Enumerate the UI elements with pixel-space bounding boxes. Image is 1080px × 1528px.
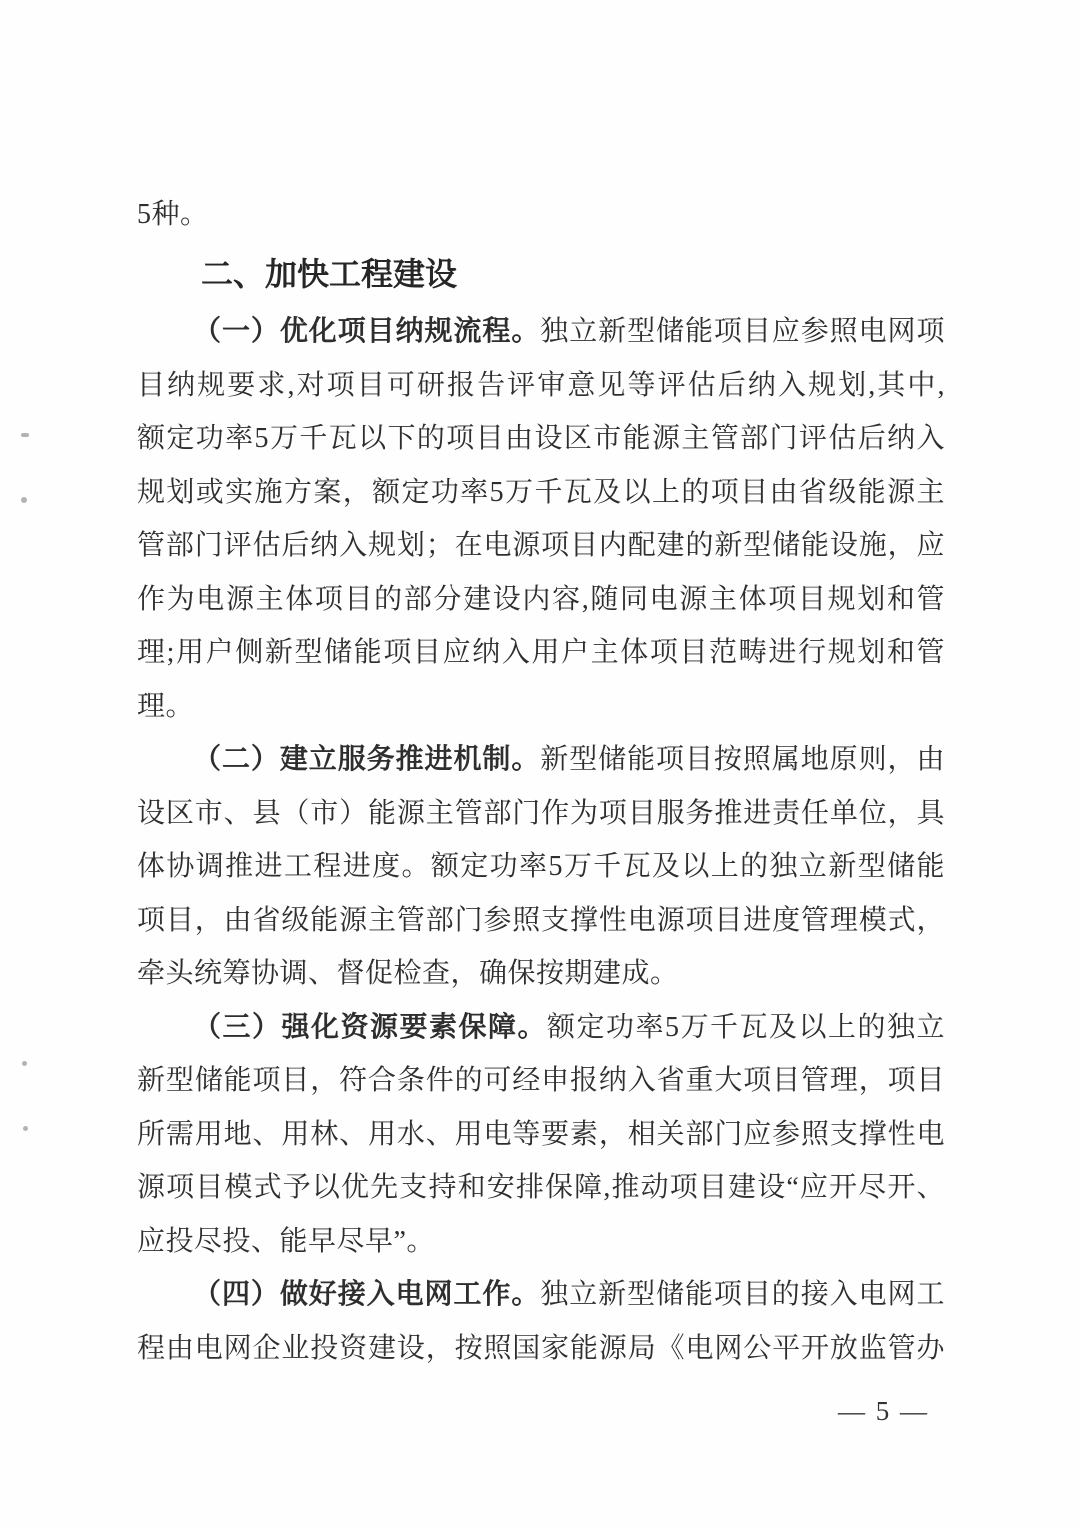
paragraph-2-lead: （二）建立服务推进机制。 [193, 744, 541, 775]
paragraph-3-line-3: 所需用地、用林、用水、用电等要素，相关部门应参照支撑性电 [137, 1118, 945, 1150]
paragraph-1-line-2: 目纳规要求,对项目可研报告评审意见等评估后纳入规划,其中, [137, 369, 945, 401]
paragraph-1-first-line-text: 独立新型储能项目应参照电网项 [540, 316, 945, 347]
paragraph-3-line-4: 源项目模式予以优先支持和安排保障,推动项目建设“应开尽开、 [137, 1172, 945, 1203]
paragraph-1-line-8: 理。 [137, 690, 195, 722]
paragraph-3-line-1 [137, 1001, 945, 1055]
scan-artifact [23, 1126, 28, 1131]
document-text-block [137, 188, 945, 1375]
paragraph-4-lead: （四）做好接入电网工作。 [193, 1279, 541, 1310]
paragraph-1-line-1 [137, 305, 945, 359]
scan-artifact [21, 497, 27, 503]
paragraph-1-line-3: 额定功率5万千瓦以下的项目由设区市能源主管部门评估后纳入 [137, 423, 945, 454]
paragraph-3-lead: （三）强化资源要素保障。 [193, 1011, 547, 1043]
paragraph-2-first-line-text: 新型储能项目按照属地原则，由 [540, 744, 945, 775]
paragraph-3-line-2: 新型储能项目，符合条件的可经申报纳入省重大项目管理，项目 [137, 1065, 945, 1096]
scan-artifact [21, 433, 29, 437]
paragraph-4-line-1 [137, 1268, 945, 1322]
paragraph-2-line-2: 设区市、县（市）能源主管部门作为项目服务推进责任单位，具 [137, 797, 945, 829]
paragraph-1-line-5: 管部门评估后纳入规划；在电源项目内配建的新型储能设施，应 [137, 530, 945, 561]
paragraph-3-first-line-text: 额定功率5万千瓦及以上的独立 [547, 1011, 945, 1043]
paragraph-1-line-6: 作为电源主体项目的部分建设内容,随同电源主体项目规划和管 [137, 583, 945, 615]
paragraph-4-first-line-text: 独立新型储能项目的接入电网工 [540, 1279, 945, 1310]
paragraph-2-line-5: 牵头统筹协调、督促检查，确保按期建成。 [137, 958, 679, 989]
paragraph-1-lead: （一）优化项目纳规流程。 [193, 316, 541, 347]
paragraph-2-line-4: 项目，由省级能源主管部门参照支撑性电源项目进度管理模式， [137, 904, 945, 936]
section-heading: 二、加快工程建设 [201, 255, 458, 292]
paragraph-1-line-4: 规划或实施方案，额定功率5万千瓦及以上的项目由省级能源主 [137, 476, 945, 508]
paragraph-1-line-7: 理;用户侧新型储能项目应纳入用户主体项目范畴进行规划和管 [137, 637, 945, 668]
paragraph-3-line-5: 应投尽投、能早尽早”。 [137, 1225, 435, 1257]
paragraph-2-line-1 [137, 733, 945, 787]
continuation-line: 5种。 [137, 199, 209, 230]
paragraph-4-line-2: 程由电网企业投资建设，按照国家能源局《电网公平开放监管办 [137, 1332, 945, 1364]
page-number: — 5 — [838, 1396, 929, 1426]
paragraph-2-line-3: 体协调推进工程进度。额定功率5万千瓦及以上的独立新型储能 [137, 851, 945, 882]
scan-artifact [22, 1061, 27, 1066]
